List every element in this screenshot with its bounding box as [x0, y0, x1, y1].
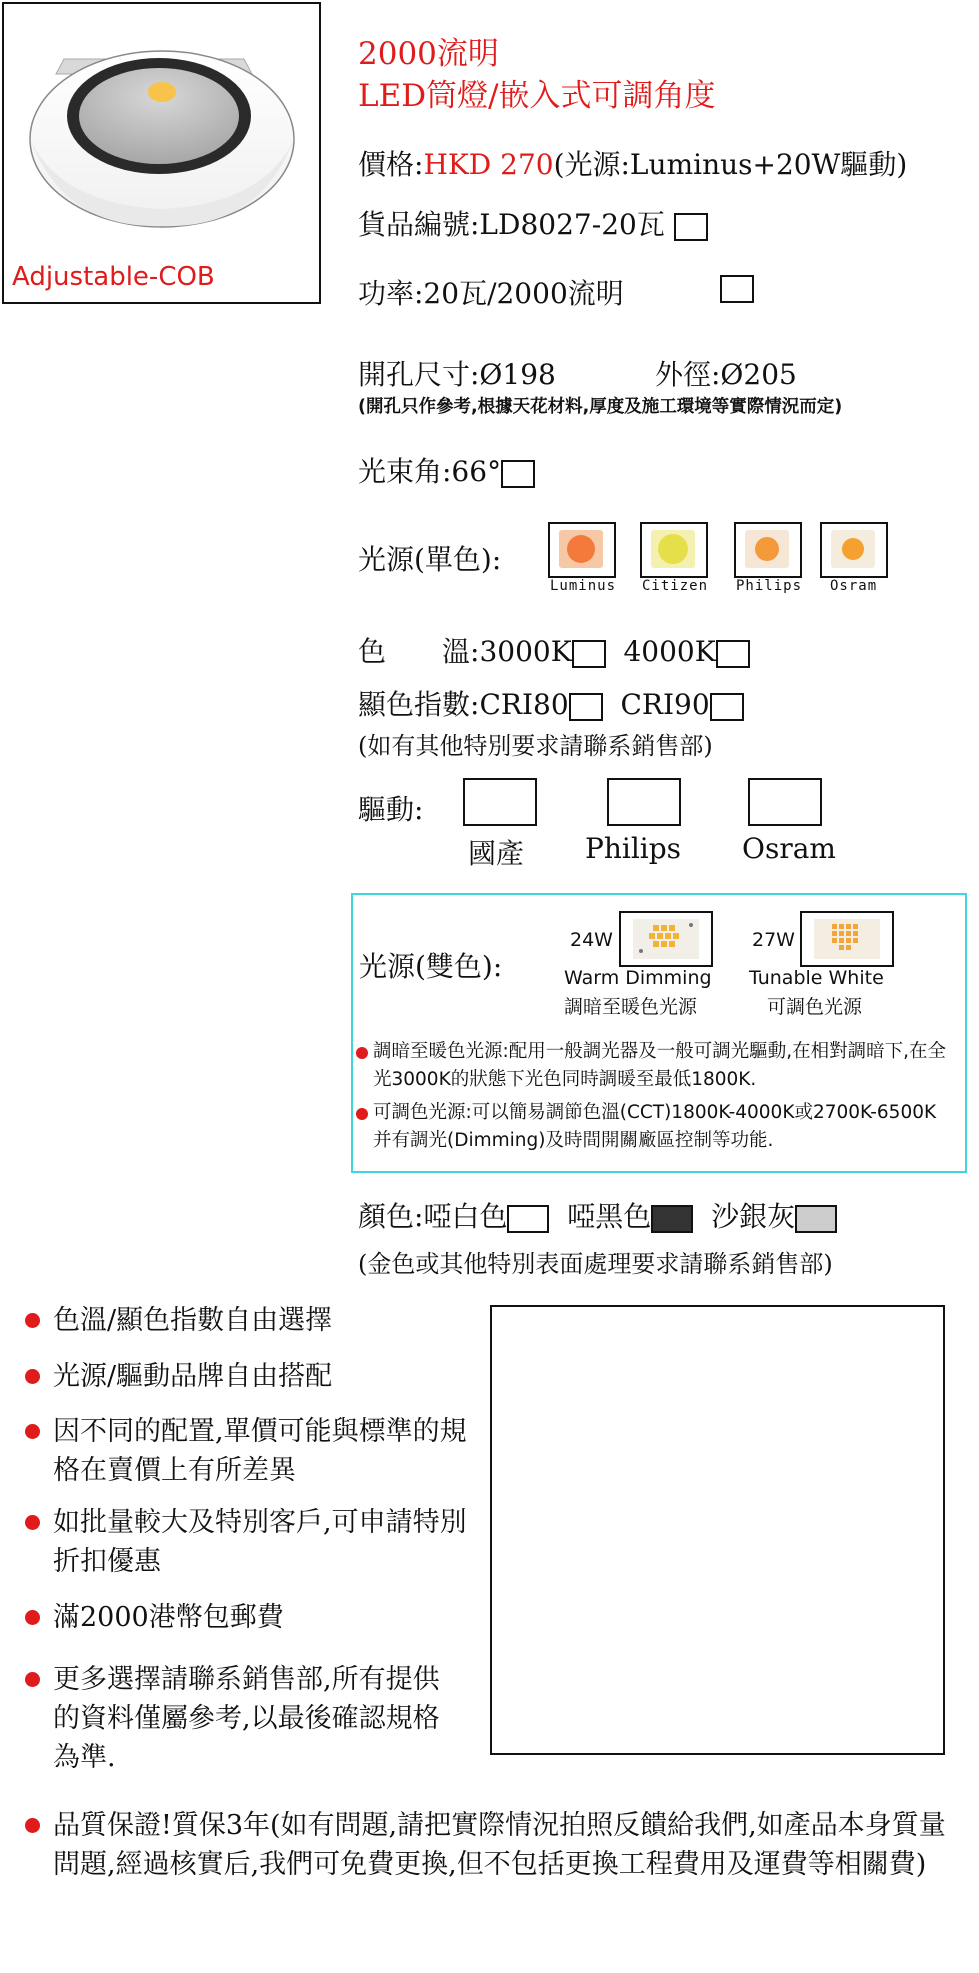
- warm-dimming-note: 調暗至暖色光源:配用一般調光器及一般可調光驅動,在相對調暗下,在全光3000K的狀態下光色同時調暖至最低1800K.: [373, 1041, 946, 1090]
- driver-option-philips: Philips: [585, 832, 682, 865]
- warm-dimming-desc: 調暗至暖色光源: [564, 996, 698, 1018]
- cct-label: 色 溫:: [358, 635, 480, 668]
- feature-item: 滿2000港幣包郵費: [53, 1602, 284, 1633]
- feature-bullet: [25, 1672, 40, 1687]
- color-note: (金色或其他特別表面處理要求請聯系銷售部): [358, 1250, 833, 1278]
- price-value: HKD 270: [423, 148, 554, 181]
- beam-angle-checkbox[interactable]: [501, 460, 535, 488]
- warm-dimming-name: Warm Dimming: [564, 967, 712, 989]
- chip-luminus[interactable]: [548, 522, 616, 578]
- power-label: 功率:20瓦/2000流明: [358, 277, 624, 310]
- color-row: [358, 1195, 837, 1235]
- product-image: [2, 2, 321, 304]
- feature-bullet: [25, 1369, 40, 1384]
- color-matte-black-swatch[interactable]: [651, 1205, 693, 1233]
- feature-item: 更多選擇請聯系銷售部,所有提供的資料僅屬參考,以最後確認規格為準.: [53, 1664, 440, 1773]
- feature-item: 色溫/顯色指數自由選擇: [53, 1305, 333, 1336]
- chip-osram[interactable]: [820, 522, 888, 578]
- product-image-label: Adjustable-COB: [12, 262, 215, 292]
- feature-item: 品質保證!質保3年(如有問題,請把實際情況拍照反饋給我們,如產品本身質量問題,經過核實后,我們可免費更換,但不包括更換工程費用及運費等相關費): [53, 1810, 946, 1880]
- cct-3000k: 3000K: [479, 635, 572, 668]
- price-note: (光源:Luminus+20W驅動): [553, 148, 908, 181]
- cct-4000k: 4000K: [623, 635, 716, 668]
- beam-angle-label: 光束角:66°: [358, 455, 502, 488]
- chip-philips[interactable]: [734, 522, 802, 578]
- driver-option-osram: Osram: [742, 832, 836, 865]
- price-row: [358, 143, 907, 183]
- light-source-dual-label: 光源(雙色):: [359, 950, 503, 983]
- price-label: 價格:: [358, 148, 424, 181]
- dual-light-source-panel: [351, 893, 967, 1173]
- light-source-single-label: 光源(單色):: [358, 543, 502, 576]
- tunable-white-name: Tunable White: [749, 967, 884, 989]
- product-title-line1: 2000流明: [358, 36, 499, 72]
- note-bullet-1: [356, 1047, 368, 1059]
- cri-90: CRI90: [620, 688, 710, 721]
- feature-bullet: [25, 1515, 40, 1530]
- color-label: 顏色:: [358, 1200, 424, 1233]
- item-number-checkbox[interactable]: [674, 213, 708, 241]
- cutout-label: 開孔尺寸:Ø198: [358, 358, 556, 391]
- downlight-illustration: [4, 4, 319, 302]
- power-checkbox[interactable]: [720, 275, 754, 303]
- tunable-white-chip-icon: [802, 913, 892, 965]
- chip-label-philips: Philips: [736, 578, 803, 594]
- cri-label: 顯色指數:: [358, 688, 480, 721]
- chip-label-osram: Osram: [830, 578, 878, 594]
- chip-citizen[interactable]: [640, 522, 708, 578]
- beam-angle-row: [358, 450, 535, 490]
- driver-label: 驅動:: [358, 793, 424, 826]
- power-row: [358, 272, 624, 312]
- driver-checkbox-osram[interactable]: [748, 778, 822, 826]
- note-bullet-2: [356, 1108, 368, 1120]
- cri-row: [358, 683, 744, 723]
- item-number-label: 貨品編號:LD8027-20瓦: [358, 208, 665, 241]
- feature-item: 光源/驅動品牌自由搭配: [53, 1361, 333, 1392]
- feature-bullet: [25, 1818, 40, 1833]
- cutout-row: [358, 353, 556, 393]
- cri-80: CRI80: [479, 688, 569, 721]
- feature-bullet: [25, 1610, 40, 1625]
- image-placeholder-box: [490, 1305, 945, 1755]
- color-sand-silver: 沙銀灰: [711, 1200, 796, 1233]
- product-title-line2: LED筒燈/嵌入式可調角度: [358, 78, 716, 114]
- color-matte-black: 啞黑色: [567, 1200, 652, 1233]
- osram-led-chip: [831, 530, 875, 568]
- warm-dimming-watt: 24W: [570, 929, 613, 951]
- color-matte-white-swatch[interactable]: [507, 1205, 549, 1233]
- driver-checkbox-philips[interactable]: [607, 778, 681, 826]
- cct-row: [358, 630, 750, 670]
- item-number-row: [358, 203, 708, 243]
- feature-bullet: [25, 1424, 40, 1439]
- chip-label-citizen: Citizen: [642, 578, 709, 594]
- feature-item: 如批量較大及特別客戶,可申請特別折扣優惠: [53, 1507, 467, 1577]
- luminus-led-chip: [559, 530, 603, 568]
- chip-label-luminus: Luminus: [550, 578, 617, 594]
- feature-item: 因不同的配置,單價可能與標準的規格在賣價上有所差異: [53, 1416, 467, 1486]
- cri-80-checkbox[interactable]: [569, 693, 603, 721]
- warm-dimming-chip[interactable]: [619, 911, 713, 967]
- citizen-led-chip: [651, 530, 695, 568]
- tunable-white-note: 可調色光源:可以簡易調節色溫(CCT)1800K-4000K或2700K-6500K 并有調光(Dimming)及時間開關廠區控制等功能.: [373, 1102, 937, 1151]
- tunable-white-chip[interactable]: [800, 911, 894, 967]
- cutout-note: (開孔只作參考,根據天花材料,厚度及施工環境等實際情況而定): [358, 397, 843, 417]
- tunable-white-desc: 可調色光源: [767, 996, 863, 1018]
- driver-option-domestic: 國產: [468, 837, 525, 870]
- outer-diameter: 外徑:Ø205: [655, 358, 797, 391]
- warm-dimming-chip-icon: [621, 913, 711, 965]
- feature-bullet: [25, 1313, 40, 1328]
- cct-3000k-checkbox[interactable]: [572, 640, 606, 668]
- tunable-white-watt: 27W: [752, 929, 795, 951]
- color-matte-white: 啞白色: [423, 1200, 508, 1233]
- cri-90-checkbox[interactable]: [710, 693, 744, 721]
- color-sand-silver-swatch[interactable]: [795, 1205, 837, 1233]
- cri-note: (如有其他特別要求請聯系銷售部): [358, 732, 713, 760]
- driver-checkbox-domestic[interactable]: [463, 778, 537, 826]
- cct-4000k-checkbox[interactable]: [716, 640, 750, 668]
- philips-led-chip: [745, 530, 789, 568]
